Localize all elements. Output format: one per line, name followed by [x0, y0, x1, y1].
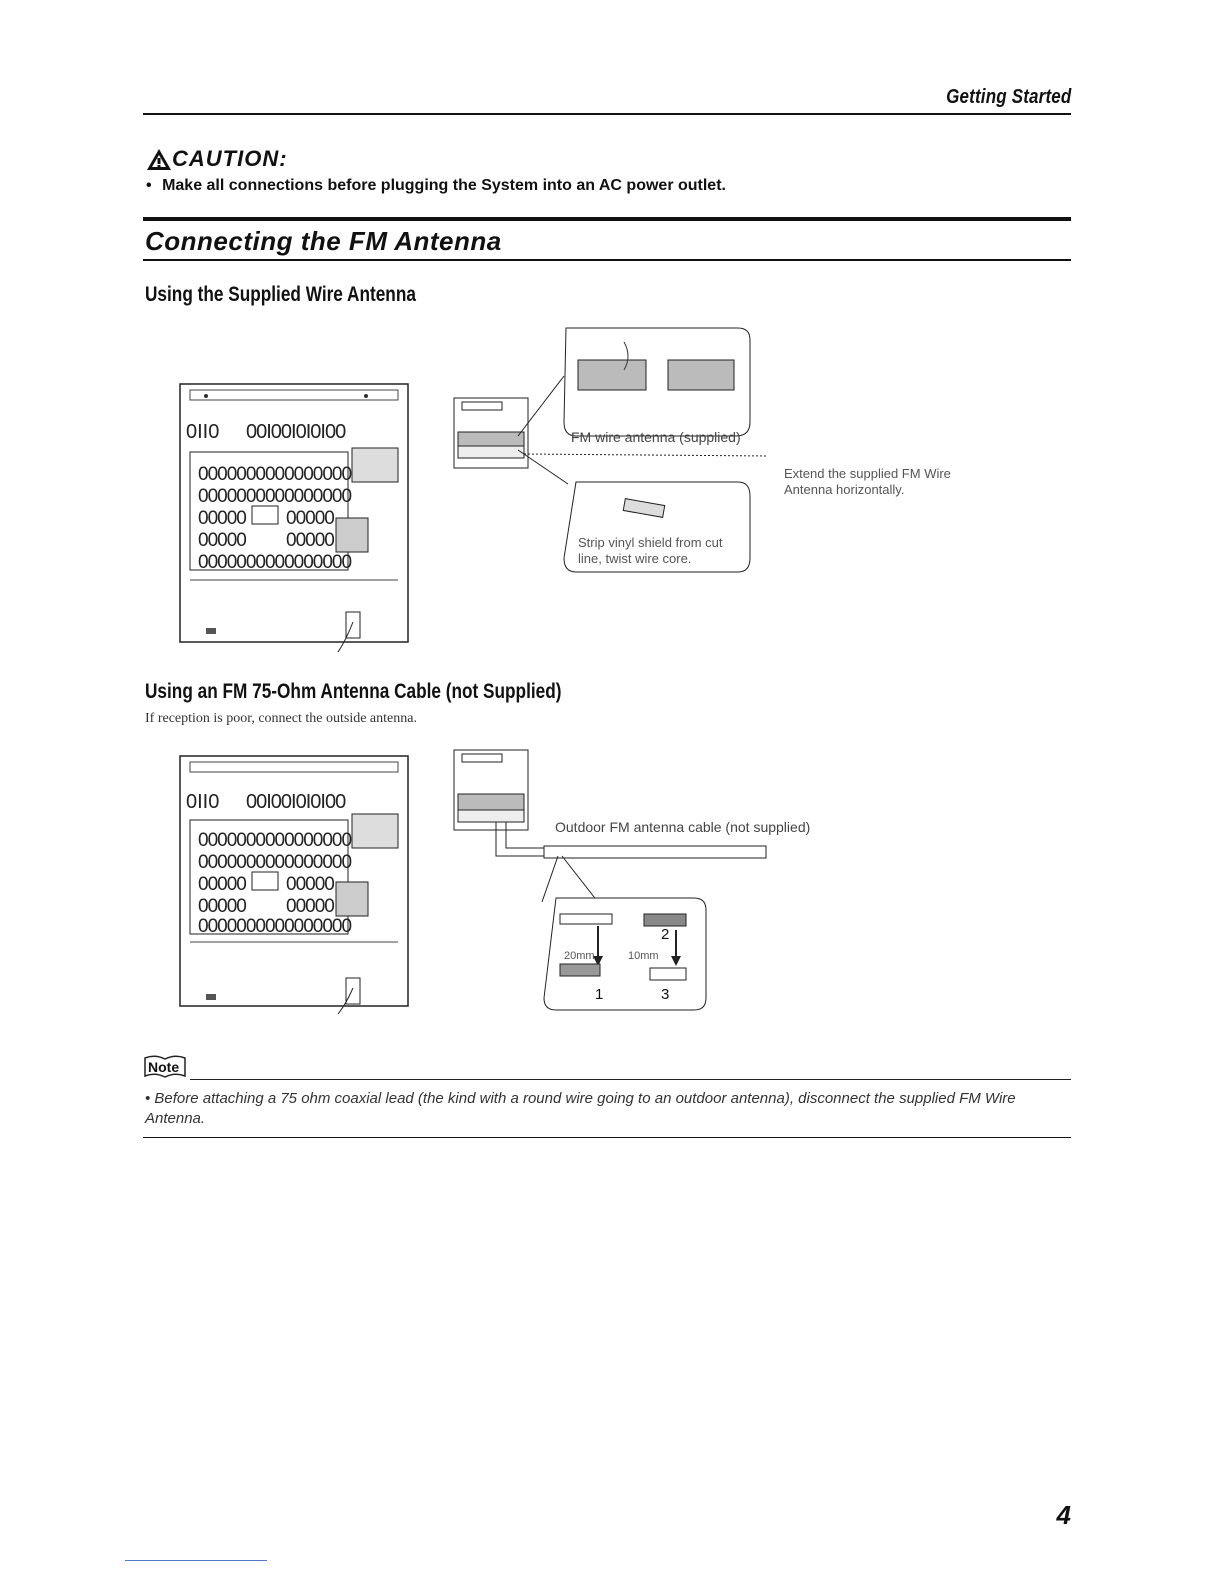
- cable-antenna-heading: Using an FM 75-Ohm Antenna Cable (not Supplied): [145, 680, 562, 703]
- section-top-rule: [143, 217, 1071, 221]
- caution-message: Make all connections before plugging the System into an AC power outlet.: [162, 177, 726, 194]
- callout-extend: [784, 466, 951, 498]
- note-bottom-rule: [143, 1137, 1071, 1138]
- svg-text:00000: 00000: [286, 896, 334, 917]
- section-title: Connecting the FM Antenna: [145, 226, 502, 256]
- caution-title: CAUTION:: [172, 146, 288, 171]
- svg-text:00000: 00000: [286, 874, 334, 895]
- cable-antenna-body: If reception is poor, connect the outside antenna.: [145, 711, 417, 726]
- svg-text:0000000000000000: 0000000000000000: [198, 830, 352, 851]
- note-badge-label: Note: [148, 1059, 180, 1075]
- callout-outdoor-cable: Outdoor FM antenna cable (not supplied): [555, 819, 811, 835]
- callout-extend-line1: Extend the supplied FM Wire: [784, 466, 951, 481]
- step-2: 2: [661, 926, 670, 943]
- note-text: • Before attaching a 75 ohm coaxial lead (the kind with a round wire going to an outdoor antenna), disconnect the supplied FM Wire Antenna.: [145, 1090, 1016, 1127]
- svg-text:00000: 00000: [286, 508, 334, 529]
- section-bottom-rule: [143, 259, 1071, 261]
- note-top-rule: [190, 1079, 1071, 1080]
- len-10mm: 10mm: [628, 950, 659, 962]
- svg-text:00I00I0I0I00: 00I00I0I0I00: [246, 421, 346, 443]
- svg-text:00000: 00000: [198, 508, 246, 529]
- caution-text: [146, 177, 726, 195]
- svg-text:0000000000000000: 0000000000000000: [198, 852, 352, 873]
- page-number: 4: [1056, 1500, 1071, 1530]
- header-rule: [143, 113, 1071, 115]
- svg-text:0II0: 0II0: [186, 421, 220, 443]
- unit-back-panel-diagram-1: [176, 380, 412, 658]
- wire-antenna-heading: Using the Supplied Wire Antenna: [145, 283, 416, 306]
- svg-text:0000000000000000: 0000000000000000: [198, 486, 352, 507]
- svg-text:00000: 00000: [198, 530, 246, 551]
- svg-text:0000000000000000: 0000000000000000: [198, 916, 352, 937]
- svg-text:00000: 00000: [198, 874, 246, 895]
- svg-text:00000: 00000: [198, 896, 246, 917]
- svg-text:00I00I0I0I00: 00I00I0I0I00: [246, 791, 346, 813]
- caution-hand-icon: [145, 146, 173, 172]
- step-3: 3: [661, 986, 670, 1003]
- callout-extend-line2: Antenna horizontally.: [784, 482, 905, 497]
- callout-strip-line1: Strip vinyl shield from cut: [578, 535, 723, 550]
- note-badge: [143, 1054, 187, 1080]
- antenna-terminal-diagram-2: [448, 744, 778, 1014]
- svg-text:0000000000000000: 0000000000000000: [198, 552, 352, 573]
- running-header: Getting Started: [945, 86, 1071, 108]
- callout-strip: [578, 535, 723, 567]
- len-20mm: 20mm: [564, 950, 595, 962]
- callout-strip-line2: line, twist wire core.: [578, 551, 692, 566]
- svg-text:0000000000000000: 0000000000000000: [198, 464, 352, 485]
- svg-text:0II0: 0II0: [186, 791, 220, 813]
- svg-text:00000: 00000: [286, 530, 334, 551]
- caution-bullet: •: [146, 177, 152, 194]
- step-1: 1: [595, 986, 604, 1003]
- unit-back-panel-diagram-2: [176, 752, 412, 1014]
- callout-fm-wire-antenna: FM wire antenna (supplied): [571, 429, 741, 445]
- footer-link-line: [125, 1560, 267, 1561]
